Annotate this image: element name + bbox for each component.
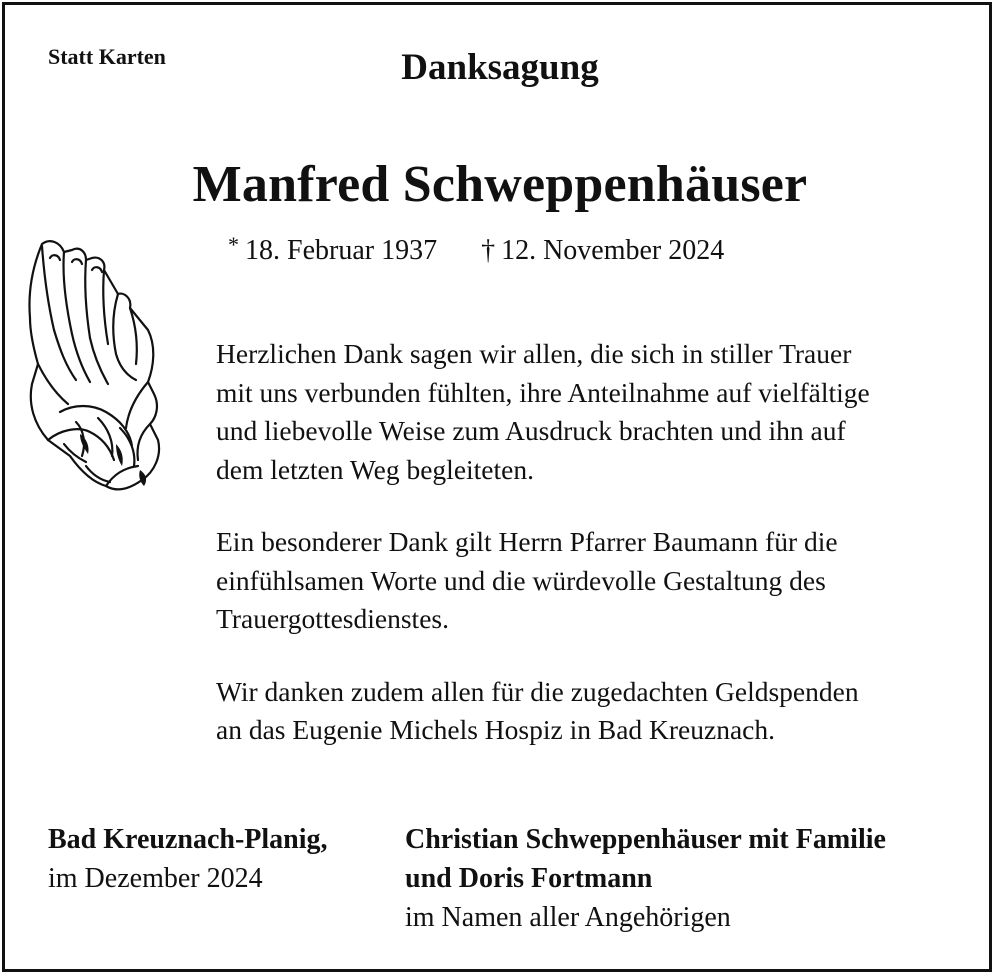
paragraph-line: Ein besonderer Dank gilt Herrn Pfarrer Baumann für die [216, 526, 838, 557]
place-and-date [48, 820, 328, 898]
page-title: Danksagung [401, 47, 599, 88]
paragraph-line: dem letzten Weg begleiteten. [216, 453, 534, 485]
thank-you-text [216, 335, 956, 784]
paragraph-2 [216, 523, 956, 639]
deceased-name: Manfred Schweppenhäuser [192, 156, 808, 213]
paragraph-line: und liebevolle Weise zum Ausdruck brachten und ihn auf [216, 415, 846, 446]
praying-hands-icon [20, 234, 170, 504]
paragraph-line: Herzlichen Dank sagen wir allen, die sich in stiller Trauer [216, 338, 852, 369]
signer-line: und Doris Fortmann [405, 863, 653, 894]
place-name: Bad Kreuznach-Planig, [48, 824, 328, 855]
signers [405, 820, 886, 937]
paragraph-line: einfühlsamen Worte und die würdevolle Gestaltung des [216, 564, 826, 596]
signer-line: im Namen aller Angehörigen [405, 902, 731, 933]
paragraph-line: an das Eugenie Michels Hospiz in Bad Kreuznach. [216, 714, 775, 745]
death-date: 12. November 2024 [501, 235, 725, 266]
date-line: im Dezember 2024 [48, 863, 263, 894]
birth-symbol: * [228, 232, 239, 257]
signer-line: Christian Schweppenhäuser mit Familie [405, 824, 886, 855]
life-dates [228, 232, 724, 267]
death-symbol: † [481, 235, 496, 266]
paragraph-line: mit uns verbunden fühlten, ihre Anteilnahme auf vielfältige [216, 376, 870, 408]
birth-date: 18. Februar 1937 [245, 235, 438, 266]
paragraph-line: Trauergottesdienstes. [216, 603, 449, 634]
paragraph-3 [216, 673, 956, 750]
statt-karten-label: Statt Karten [48, 44, 166, 69]
paragraph-1 [216, 335, 956, 489]
paragraph-line: Wir danken zudem allen für die zugedachten Geldspenden [216, 675, 859, 707]
